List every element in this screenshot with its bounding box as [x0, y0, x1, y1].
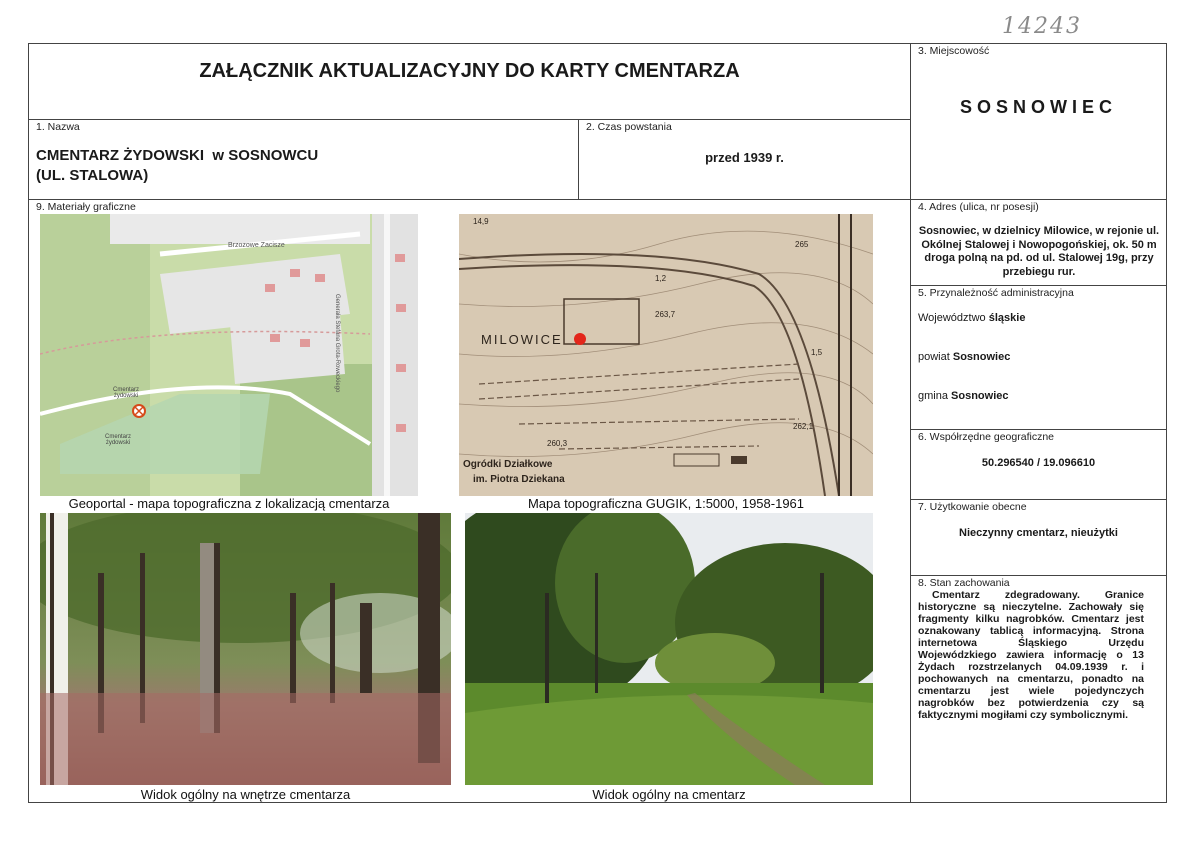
map1-cemetery-label-1: Cmentarz żydowski: [112, 387, 139, 399]
map2-place-label: MILOWICE: [481, 332, 563, 347]
cemetery-name-line2: (UL. STALOWA): [36, 167, 149, 184]
map2-garden-label-1: Ogródki Działkowe: [463, 459, 553, 470]
commune-row: [918, 390, 1009, 402]
caption-gugik-map: Mapa topograficzna GUGIK, 1:5000, 1958-1961: [527, 496, 805, 511]
caption-interior-photo: Widok ogólny na wnętrze cmentarza: [140, 787, 351, 802]
commune-value: Sosnowiec: [951, 390, 1009, 402]
location-value: SOSNOWIEC: [959, 97, 1117, 117]
caption-geoportal-map: Geoportal - mapa topograficzna z lokalizacją cmentarza: [68, 496, 390, 511]
address-value: Sosnowiec, w dzielnicy Milowice, w rejonie ul. Okólnej Stalowej i Nowopogońskiej, ok. 50 m droga polną na pd. od ul. Stalowej 19g, przy przebiegu rur.: [918, 225, 1160, 278]
geoportal-map: [40, 214, 418, 496]
name-label: 1. Nazwa: [36, 121, 80, 133]
map1-cemetery-label-2: Cmentarz żydowski: [104, 434, 131, 446]
location-label: 3. Miejscowość: [918, 45, 990, 57]
map2-height-7: 1,5: [811, 348, 823, 357]
coords-label: 6. Współrzędne geograficzne: [918, 431, 1054, 443]
document-title: ZAŁĄCZNIK AKTUALIZACYJNY DO KARTY CMENTARZA: [199, 60, 740, 82]
condition-value: Cmentarz zdegradowany. Granice historyczne są nieczytelne. Zachowały się fragmenty kilku nagrobków. Cmentarz jest oznakowany tablicą informacyjną. Strona internetowa Śląskiego Urzędu Wojewódzkiego zawiera informację o 13 Żydach rozstrzelanych 04.09.1939 r. i pochowanych na cmentarzu, ponadto na cmentarzu jest wiele pojedynczych nagrobków bez potwierdzenia czy są faktycznymi mogiłami czy symbolicznymi.: [918, 589, 1144, 721]
voivodeship-prefix: Województwo: [918, 312, 986, 324]
coords-value: 50.296540 / 19.096610: [981, 457, 1096, 469]
graphics-label: 9. Materiały graficzne: [36, 201, 136, 213]
gugik-topographic-map: [459, 214, 873, 496]
usage-label: 7. Użytkowanie obecne: [918, 501, 1027, 513]
catalog-number: 14243: [1002, 14, 1082, 39]
map2-height-1: 14,9: [473, 217, 489, 226]
map2-height-3: 1,2: [655, 274, 667, 283]
map2-height-4: 263,7: [655, 310, 676, 319]
voivodeship-row: [918, 312, 1025, 324]
map2-height-6: 262,1: [793, 422, 814, 431]
voivodeship-value: śląskie: [988, 312, 1026, 324]
cemetery-name-line1: CMENTARZ ŻYDOWSKI w SOSNOWCU: [36, 147, 319, 164]
county-prefix: powiat: [918, 351, 950, 363]
map2-garden-label-2: im. Piotra Dziekana: [473, 474, 565, 485]
commune-prefix: gmina: [918, 390, 948, 402]
established-value: przed 1939 r.: [705, 150, 784, 165]
admin-label: 5. Przynależność administracyjna: [918, 287, 1074, 299]
cemetery-general-photo: [465, 513, 873, 785]
usage-value: Nieczynny cmentarz, nieużytki: [959, 527, 1118, 539]
caption-general-photo: Widok ogólny na cmentarz: [592, 787, 746, 802]
map1-road-label: Generała Stefana Grota-Roweckiego: [334, 294, 340, 393]
cemetery-interior-photo: [40, 513, 451, 785]
established-label: 2. Czas powstania: [586, 121, 672, 133]
county-value: Sosnowiec: [952, 351, 1011, 363]
map1-street-label: Brzozowe Zacisze: [228, 242, 285, 249]
county-row: [918, 351, 1010, 363]
map2-height-2: 265: [795, 240, 809, 249]
map2-height-5: 260,3: [547, 439, 568, 448]
condition-label: 8. Stan zachowania: [918, 577, 1010, 589]
address-label: 4. Adres (ulica, nr posesji): [918, 201, 1039, 213]
